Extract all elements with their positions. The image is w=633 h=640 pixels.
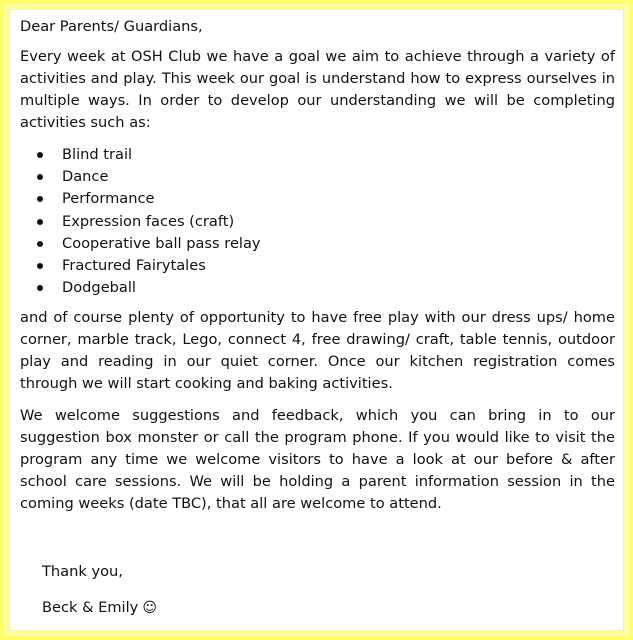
letter-page	[9, 9, 624, 631]
welcome-paragraph: We welcome suggestions and feedback, which you can bring in to our suggestion box monster or call the program phone. If you would like to visit the program any time we welcome visitors to have a look at our before & after school care sessions. We will be holding a parent information session in the coming weeks (date TBC), that all are welcome to attend.	[20, 407, 615, 513]
intro-paragraph: Every week at OSH Club we have a goal we aim to achieve through a variety of activities and play. This week our goal is understand how to express ourselves in multiple ways. In order to develop our understanding we will be completing activities such as:	[20, 48, 615, 131]
salutation: Dear Parents/ Guardians,	[20, 18, 203, 35]
closing: Thank you,	[42, 563, 123, 581]
signature-names: Beck & Emily	[42, 599, 139, 617]
bullet-icon	[37, 196, 43, 202]
inner-border	[4, 4, 629, 636]
list-item: Expression faces (craft)	[62, 211, 615, 233]
activity-list	[20, 144, 615, 299]
list-item: Blind trail	[62, 144, 615, 166]
bullet-icon	[37, 263, 43, 269]
list-item: Performance	[62, 188, 615, 210]
signature	[42, 597, 615, 619]
bullet-icon	[37, 152, 43, 158]
list-item: Cooperative ball pass relay	[62, 233, 615, 255]
bullet-icon	[37, 174, 43, 180]
bullet-icon	[37, 219, 43, 225]
bullet-icon	[37, 285, 43, 291]
smiley-icon: ☺	[142, 600, 157, 617]
list-item: Fractured Fairytales	[62, 255, 615, 277]
list-item: Dodgeball	[62, 277, 615, 299]
bullet-icon	[37, 241, 43, 247]
list-item: Dance	[62, 166, 615, 188]
free-play-paragraph: and of course plenty of opportunity to have free play with our dress ups/ home corner, marble track, Lego, connect 4, free drawing/ craft, table tennis, outdoor play and reading in our quiet corner. Once our kitchen registration comes through we will start cooking and baking activities.	[20, 309, 615, 393]
